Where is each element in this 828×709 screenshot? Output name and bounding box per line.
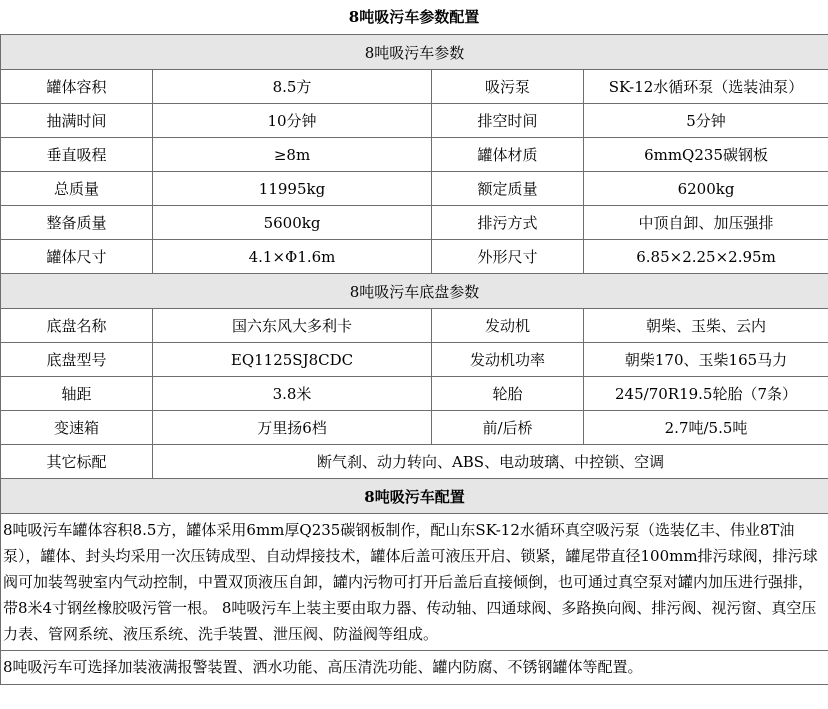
param-label: 罐体尺寸 bbox=[1, 240, 153, 274]
chassis-value: 245/70R19.5轮胎（7条） bbox=[584, 377, 828, 411]
chassis-value: 3.8米 bbox=[153, 377, 432, 411]
table-row bbox=[1, 206, 828, 240]
param-value: 6200kg bbox=[584, 172, 828, 206]
param-value: 5分钟 bbox=[584, 104, 828, 138]
param-label: 总质量 bbox=[1, 172, 153, 206]
param-value: 8.5方 bbox=[153, 70, 432, 104]
param-value: ≥8m bbox=[153, 138, 432, 172]
chassis-label: 轴距 bbox=[1, 377, 153, 411]
param-value: 5600kg bbox=[153, 206, 432, 240]
table-row bbox=[1, 172, 828, 206]
table-row bbox=[1, 445, 828, 479]
table-row bbox=[1, 343, 828, 377]
chassis-value: 朝柴170、玉柴165马力 bbox=[584, 343, 828, 377]
param-value: 中顶自卸、加压强排 bbox=[584, 206, 828, 240]
other-standard-value: 断气刹、动力转向、ABS、电动玻璃、中控锁、空调 bbox=[153, 445, 828, 479]
spec-table bbox=[0, 34, 828, 685]
param-label: 吸污泵 bbox=[432, 70, 584, 104]
param-label: 抽满时间 bbox=[1, 104, 153, 138]
param-value: 11995kg bbox=[153, 172, 432, 206]
chassis-label: 发动机 bbox=[432, 309, 584, 343]
param-value: 6mmQ235碳钢板 bbox=[584, 138, 828, 172]
param-label: 整备质量 bbox=[1, 206, 153, 240]
other-standard-label: 其它标配 bbox=[1, 445, 153, 479]
param-label: 额定质量 bbox=[432, 172, 584, 206]
chassis-label: 前/后桥 bbox=[432, 411, 584, 445]
chassis-label: 底盘名称 bbox=[1, 309, 153, 343]
chassis-value: 万里扬6档 bbox=[153, 411, 432, 445]
chassis-section-header: 8吨吸污车底盘参数 bbox=[1, 274, 828, 309]
param-value: SK-12水循环泵（选装油泵） bbox=[584, 70, 828, 104]
page-title: 8吨吸污车参数配置 bbox=[348, 8, 480, 26]
chassis-value: 朝柴、玉柴、云内 bbox=[584, 309, 828, 343]
table-row bbox=[1, 309, 828, 343]
chassis-label: 轮胎 bbox=[432, 377, 584, 411]
config-section-header: 8吨吸污车配置 bbox=[1, 479, 828, 514]
param-value: 10分钟 bbox=[153, 104, 432, 138]
config-description: 8吨吸污车罐体容积8.5方，罐体采用6mm厚Q235碳钢板制作，配山东SK-12水循环真空吸污泵（选装亿丰、伟业8T油泵），罐体、封头均采用一次压铸成型、自动焊接技术，罐体后盖可液压开启、锁紧，罐尾带直径100mm排污球阀，排污球阀可加装驾驶室内气动控制，中置双顶液压自卸，罐内污物可打开后盖后直接倾倒，也可通过真空泵对罐内加压进行强排，带8米4寸钢丝橡胶吸污管一根。 8吨吸污车上装主要由取力器、传动轴、四通球阀、多路换向阀、排污阀、视污窗、真空压力表、管网系统、液压系统、洗手装置、泄压阀、防溢阀等组成。 bbox=[1, 514, 828, 651]
chassis-label: 发动机功率 bbox=[432, 343, 584, 377]
chassis-value: EQ1125SJ8CDC bbox=[153, 343, 432, 377]
table-row bbox=[1, 138, 828, 172]
param-value: 4.1×Φ1.6m bbox=[153, 240, 432, 274]
param-label: 垂直吸程 bbox=[1, 138, 153, 172]
param-label: 排空时间 bbox=[432, 104, 584, 138]
table-row bbox=[1, 377, 828, 411]
param-label: 罐体材质 bbox=[432, 138, 584, 172]
table-row bbox=[1, 240, 828, 274]
param-label: 排污方式 bbox=[432, 206, 584, 240]
param-value: 6.85×2.25×2.95m bbox=[584, 240, 828, 274]
param-label: 罐体容积 bbox=[1, 70, 153, 104]
chassis-value: 国六东风大多利卡 bbox=[153, 309, 432, 343]
param-label: 外形尺寸 bbox=[432, 240, 584, 274]
table-row bbox=[1, 104, 828, 138]
chassis-label: 底盘型号 bbox=[1, 343, 153, 377]
config-optional: 8吨吸污车可选择加装液满报警装置、洒水功能、高压清洗功能、罐内防腐、不锈钢罐体等配置。 bbox=[1, 651, 828, 685]
params-section-header: 8吨吸污车参数 bbox=[1, 35, 828, 70]
table-row bbox=[1, 70, 828, 104]
table-row bbox=[1, 411, 828, 445]
chassis-label: 变速箱 bbox=[1, 411, 153, 445]
chassis-value: 2.7吨/5.5吨 bbox=[584, 411, 828, 445]
